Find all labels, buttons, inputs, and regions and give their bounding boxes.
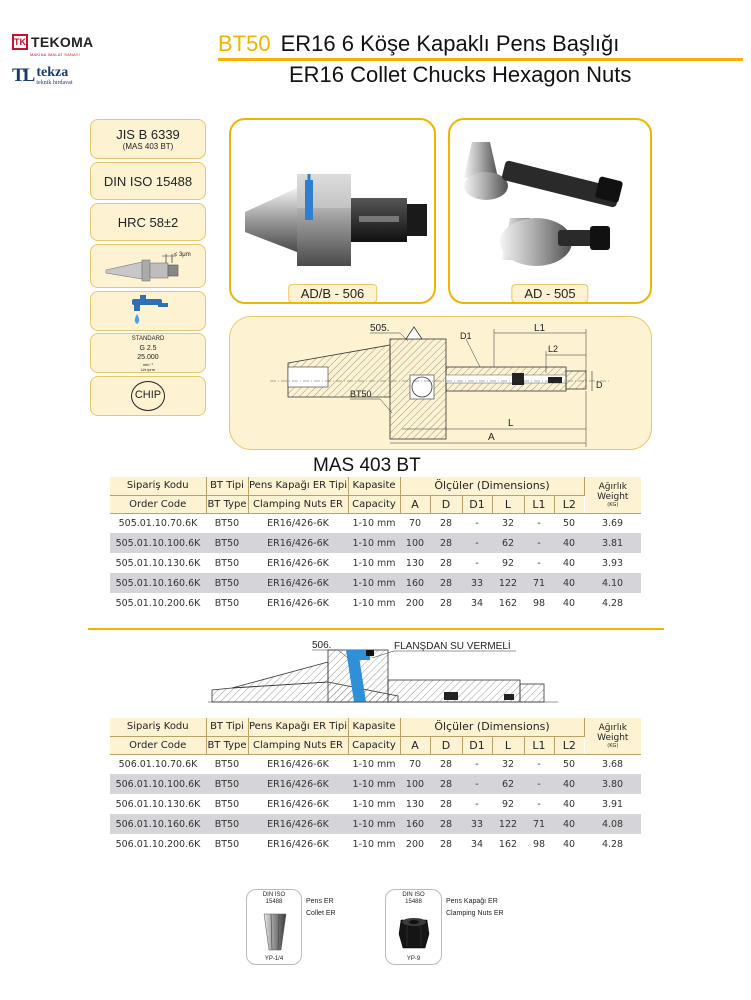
table-cell: 130 (405, 798, 425, 810)
table-cell: ER16/426-6K (248, 814, 348, 834)
spec-din-standard (90, 162, 206, 200)
hex-nut-icon (397, 912, 431, 952)
table-cell: 4.10 (584, 573, 641, 593)
page-title-en: ER16 Collet Chucks Hexagon Nuts (289, 62, 632, 87)
table-cell: 32 (501, 758, 515, 770)
table-row (110, 573, 641, 593)
table-cell: 28 (439, 798, 453, 810)
chip-badge: CHIP (131, 381, 165, 411)
th-weight-en: Weight (597, 732, 629, 743)
technical-drawing-505 (229, 316, 652, 450)
table-cell: - (537, 798, 541, 810)
table-cell: 28 (439, 517, 453, 529)
accessory-nut-std-l2: 15488 (405, 899, 422, 905)
table-cell: 1-10 mm (352, 758, 396, 770)
table-cell: 28 (430, 774, 462, 794)
table-cell: 505.01.10.70.6K (118, 517, 198, 529)
table-cell: BT50 (214, 838, 240, 850)
section-title: MAS 403 BT (313, 455, 421, 476)
accessory-nut-label-tr: Pens Kapağı ER (446, 898, 498, 905)
balance-line3: 25.000 (137, 353, 159, 361)
table-cell: - (475, 557, 479, 569)
coolant-tap-icon (118, 293, 178, 329)
th-order-tr: Sipariş Kodu (110, 718, 206, 736)
th-weight (584, 477, 641, 513)
table-cell: ER16/426-6K (248, 533, 348, 553)
th-dimensions: Ölçüler (Dimensions) (400, 718, 584, 736)
table-cell: BT50 (206, 774, 248, 794)
table-cell: 1-10 mm (352, 517, 396, 529)
spec-jis-sub: (MAS 403 BT) (122, 142, 174, 151)
table-cell: 40 (562, 798, 576, 810)
table-cell: 3.68 (601, 758, 624, 770)
dim-l2: L2 (548, 344, 559, 354)
table-cell: BT50 (206, 814, 248, 834)
accessory-nut-label-en: Clamping Nuts ER (446, 910, 504, 917)
runout-value: ≤ 3μm (174, 252, 191, 258)
spec-runout (90, 244, 206, 288)
table-cell: 122 (492, 573, 524, 593)
technical-drawing-506 (208, 636, 558, 718)
tekza-brand: tekza (36, 65, 69, 80)
table-cell: BT50 (214, 517, 240, 529)
tekoma-brand: TEKOMA (31, 34, 94, 50)
accessory-nut-box (385, 889, 442, 965)
table-row (110, 814, 641, 834)
table-cell: 3.80 (584, 774, 641, 794)
table-cell: ER16/426-6K (267, 838, 329, 850)
table-cell: BT50 (214, 557, 240, 569)
drawing1-bt-label: BT50 (350, 389, 372, 399)
table-cell: 1-10 mm (348, 814, 400, 834)
table-cell: 1-10 mm (352, 798, 396, 810)
spec-table-506 (110, 718, 641, 854)
table-cell: ER16/426-6K (248, 774, 348, 794)
table-cell: ER16/426-6K (248, 573, 348, 593)
table-row (110, 553, 641, 573)
table-cell: 4.28 (601, 597, 624, 609)
table-cell: 32 (501, 517, 515, 529)
spec-hardness-label: HRC 58±2 (117, 214, 179, 230)
table-row (110, 593, 641, 613)
balance-line1: STANDARD (131, 335, 165, 342)
tekoma-tagline: MAKİNA İMALAT SANAYİ (30, 52, 80, 57)
table-cell: 40 (554, 774, 584, 794)
th-weight (584, 718, 641, 754)
table-cell: 70 (408, 758, 422, 770)
table-cell: BT50 (214, 597, 240, 609)
spec-chip (90, 376, 206, 416)
dim-d1: D1 (460, 331, 472, 341)
table-cell: ER16/426-6K (267, 597, 329, 609)
title-tr-text: ER16 6 Köşe Kapaklı Pens Başlığı (280, 31, 620, 56)
th-cap-tr: Kapasite (348, 718, 400, 736)
table-cell: 28 (439, 557, 453, 569)
table-cell: 28 (439, 838, 453, 850)
table-cell: 160 (400, 814, 430, 834)
tekza-logo (12, 66, 73, 86)
th-l: L (492, 495, 524, 513)
table-cell: 28 (439, 758, 453, 770)
th-nut-tr: Pens Kapağı ER Tipi (248, 477, 348, 495)
th-order-tr: Sipariş Kodu (110, 477, 206, 495)
runout-holder-icon (98, 246, 198, 286)
accessory-collet-label (306, 896, 336, 920)
th-bt-tr: BT Tipi (206, 477, 248, 495)
th-weight-unit: (KG) (607, 742, 619, 749)
table-cell: 100 (400, 533, 430, 553)
table-cell: ER16/426-6K (267, 517, 329, 529)
table-cell: 1-10 mm (352, 838, 396, 850)
dim-l1: L1 (534, 323, 546, 334)
table-cell: BT50 (214, 798, 240, 810)
table-cell: 40 (554, 533, 584, 553)
table-row (110, 834, 641, 854)
table-cell: - (524, 533, 554, 553)
spec-jis-standard (90, 119, 206, 159)
table-cell: 506.01.10.100.6K (110, 774, 206, 794)
tekza-tagline: teknik hırdavat (36, 80, 73, 86)
table-cell: - (475, 517, 479, 529)
th-cap-en: Capacity (348, 495, 400, 513)
table-cell: - (462, 774, 492, 794)
table-cell: - (537, 517, 541, 529)
collet-icon (261, 910, 289, 954)
table-cell: 40 (562, 557, 576, 569)
balance-line2: G 2.5 (139, 344, 157, 352)
th-d: D (430, 736, 462, 754)
table-cell: - (475, 798, 479, 810)
th-bt-en: BT Type (206, 495, 248, 513)
photo-label-506: AD/B - 506 (288, 284, 378, 303)
table-cell: 3.91 (601, 798, 624, 810)
th-order-en: Order Code (110, 495, 206, 513)
th-l1: L1 (524, 495, 554, 513)
table-cell: 1-10 mm (352, 597, 396, 609)
th-weight-unit: (KG) (607, 501, 619, 508)
th-l: L (492, 736, 524, 754)
table-cell: 505.01.10.160.6K (110, 573, 206, 593)
dim-a: A (488, 432, 495, 443)
table-cell: ER16/426-6K (267, 798, 329, 810)
accessory-nut-label (446, 896, 504, 920)
table-row (110, 754, 641, 774)
table-cell: BT50 (214, 758, 240, 770)
table-cell: 40 (554, 814, 584, 834)
table-cell: BT50 (206, 533, 248, 553)
table-cell: 1-10 mm (348, 774, 400, 794)
table-cell: 71 (524, 573, 554, 593)
th-bt-en: BT Type (206, 736, 248, 754)
header-rule (218, 58, 743, 61)
table-cell: 506.01.10.200.6K (115, 838, 201, 850)
table-cell: - (537, 758, 541, 770)
table-cell: 98 (532, 838, 546, 850)
table-cell: 62 (492, 774, 524, 794)
title-prefix: BT50 (218, 31, 271, 56)
table-cell: 506.01.10.70.6K (118, 758, 198, 770)
th-order-en: Order Code (110, 736, 206, 754)
table-cell: 1-10 mm (348, 533, 400, 553)
th-weight-en: Weight (597, 491, 629, 502)
th-a: A (400, 495, 430, 513)
table-cell: 162 (498, 838, 518, 850)
table-cell: 71 (524, 814, 554, 834)
drawing-505-svg (230, 317, 652, 450)
table-cell: 3.81 (584, 533, 641, 553)
spec-hardness (90, 203, 206, 241)
table-cell: ER16/426-6K (267, 557, 329, 569)
tekoma-logo (12, 34, 93, 50)
holder-cutaway-image (231, 120, 436, 304)
th-l1: L1 (524, 736, 554, 754)
th-cap-en: Capacity (348, 736, 400, 754)
table-cell: 505.01.10.130.6K (115, 557, 201, 569)
accessory-nut-std (386, 892, 441, 906)
table-cell: 505.01.10.100.6K (110, 533, 206, 553)
drawing2-part-no: 506. (312, 640, 332, 651)
spec-balance (90, 333, 206, 373)
accessory-collet-box (246, 889, 302, 965)
photo-ad-b-506 (229, 118, 436, 304)
th-d1: D1 (462, 495, 492, 513)
accessory-collet-code: YP-1/4 (264, 956, 284, 962)
accessory-collet-label-tr: Pens ER (306, 898, 334, 905)
th-d1: D1 (462, 736, 492, 754)
table-cell: ER16/426-6K (267, 758, 329, 770)
table-cell: 40 (554, 573, 584, 593)
th-a: A (400, 736, 430, 754)
table-cell: 92 (501, 798, 515, 810)
table-cell: 505.01.10.200.6K (115, 597, 201, 609)
table-cell: 3.69 (601, 517, 624, 529)
table-cell: 33 (462, 573, 492, 593)
th-nut-en: Clamping Nuts ER (248, 495, 348, 513)
th-cap-tr: Kapasite (348, 477, 400, 495)
table-cell: 50 (562, 517, 576, 529)
table-cell: - (475, 758, 479, 770)
table-cell: 98 (532, 597, 546, 609)
th-nut-en: Clamping Nuts ER (248, 736, 348, 754)
table-cell: 200 (405, 597, 425, 609)
table-cell: 28 (430, 533, 462, 553)
table-cell: 40 (562, 597, 576, 609)
table-cell: - (537, 557, 541, 569)
table-row (110, 774, 641, 794)
photo-label-505: AD - 505 (511, 284, 588, 303)
table-cell: 506.01.10.160.6K (110, 814, 206, 834)
drawing-506-svg (208, 636, 558, 718)
table-cell: 34 (470, 838, 484, 850)
accessory-nut-code: YP-9 (406, 956, 421, 962)
photo-ad-505 (448, 118, 652, 304)
table-cell: 100 (400, 774, 430, 794)
table-cell: 160 (400, 573, 430, 593)
table-cell: 33 (462, 814, 492, 834)
table-cell: 4.28 (601, 838, 624, 850)
th-nut-tr: Pens Kapağı ER Tipi (248, 718, 348, 736)
accessory-collet-std-l1: DIN ISO (262, 892, 286, 898)
table-cell: 28 (430, 573, 462, 593)
spec-coolant (90, 291, 206, 331)
table-row (110, 533, 641, 553)
balance-line5: U/r./prm (140, 366, 156, 372)
th-d: D (430, 495, 462, 513)
tekoma-mark-icon: TK (12, 34, 28, 50)
spec-table-505 (110, 477, 641, 613)
table-cell: 506.01.10.130.6K (115, 798, 201, 810)
th-l2: L2 (554, 736, 584, 754)
section-divider (88, 628, 664, 630)
tekza-mark-icon: TL (12, 65, 34, 86)
table-cell: 40 (562, 838, 576, 850)
spec-din-label: DIN ISO 15488 (103, 173, 193, 189)
table-cell: - (462, 533, 492, 553)
th-weight-tr: Ağırlık (598, 722, 627, 733)
accessory-collet-label-en: Collet ER (306, 910, 336, 917)
accessory-collet-std-l2: 15488 (265, 899, 283, 905)
table-cell: 92 (501, 557, 515, 569)
th-dimensions: Ölçüler (Dimensions) (400, 477, 584, 495)
table-cell: 50 (562, 758, 576, 770)
page-title-tr (218, 31, 619, 57)
th-weight-tr: Ağırlık (598, 481, 627, 492)
table-cell: 70 (408, 517, 422, 529)
drawing2-note: FLANŞDAN SU VERMELİ (394, 641, 511, 652)
dim-d: D (596, 380, 603, 390)
accessory-nut-std-l1: DIN ISO (402, 892, 425, 898)
table-cell: - (524, 774, 554, 794)
table-cell: 34 (470, 597, 484, 609)
spec-jis-label: JIS B 6339 (116, 127, 180, 142)
th-bt-tr: BT Tipi (206, 718, 248, 736)
table-cell: 28 (430, 814, 462, 834)
table-cell: 122 (492, 814, 524, 834)
table-cell: 200 (405, 838, 425, 850)
table-cell: BT50 (206, 573, 248, 593)
table-cell: 1-10 mm (352, 557, 396, 569)
table-cell: 4.08 (584, 814, 641, 834)
dim-l: L (508, 418, 514, 429)
th-l2: L2 (554, 495, 584, 513)
table-row (110, 794, 641, 814)
table-cell: 3.93 (601, 557, 624, 569)
table-row (110, 513, 641, 533)
table-cell: 162 (498, 597, 518, 609)
table-cell: 62 (492, 533, 524, 553)
table-cell: 28 (439, 597, 453, 609)
table-cell: 130 (405, 557, 425, 569)
balance-line4: min⁻¹ (143, 361, 153, 367)
drawing1-part-no: 505. (370, 323, 390, 334)
table-cell: 1-10 mm (348, 573, 400, 593)
holder-pair-image (450, 120, 652, 304)
accessory-collet-std (247, 892, 301, 906)
